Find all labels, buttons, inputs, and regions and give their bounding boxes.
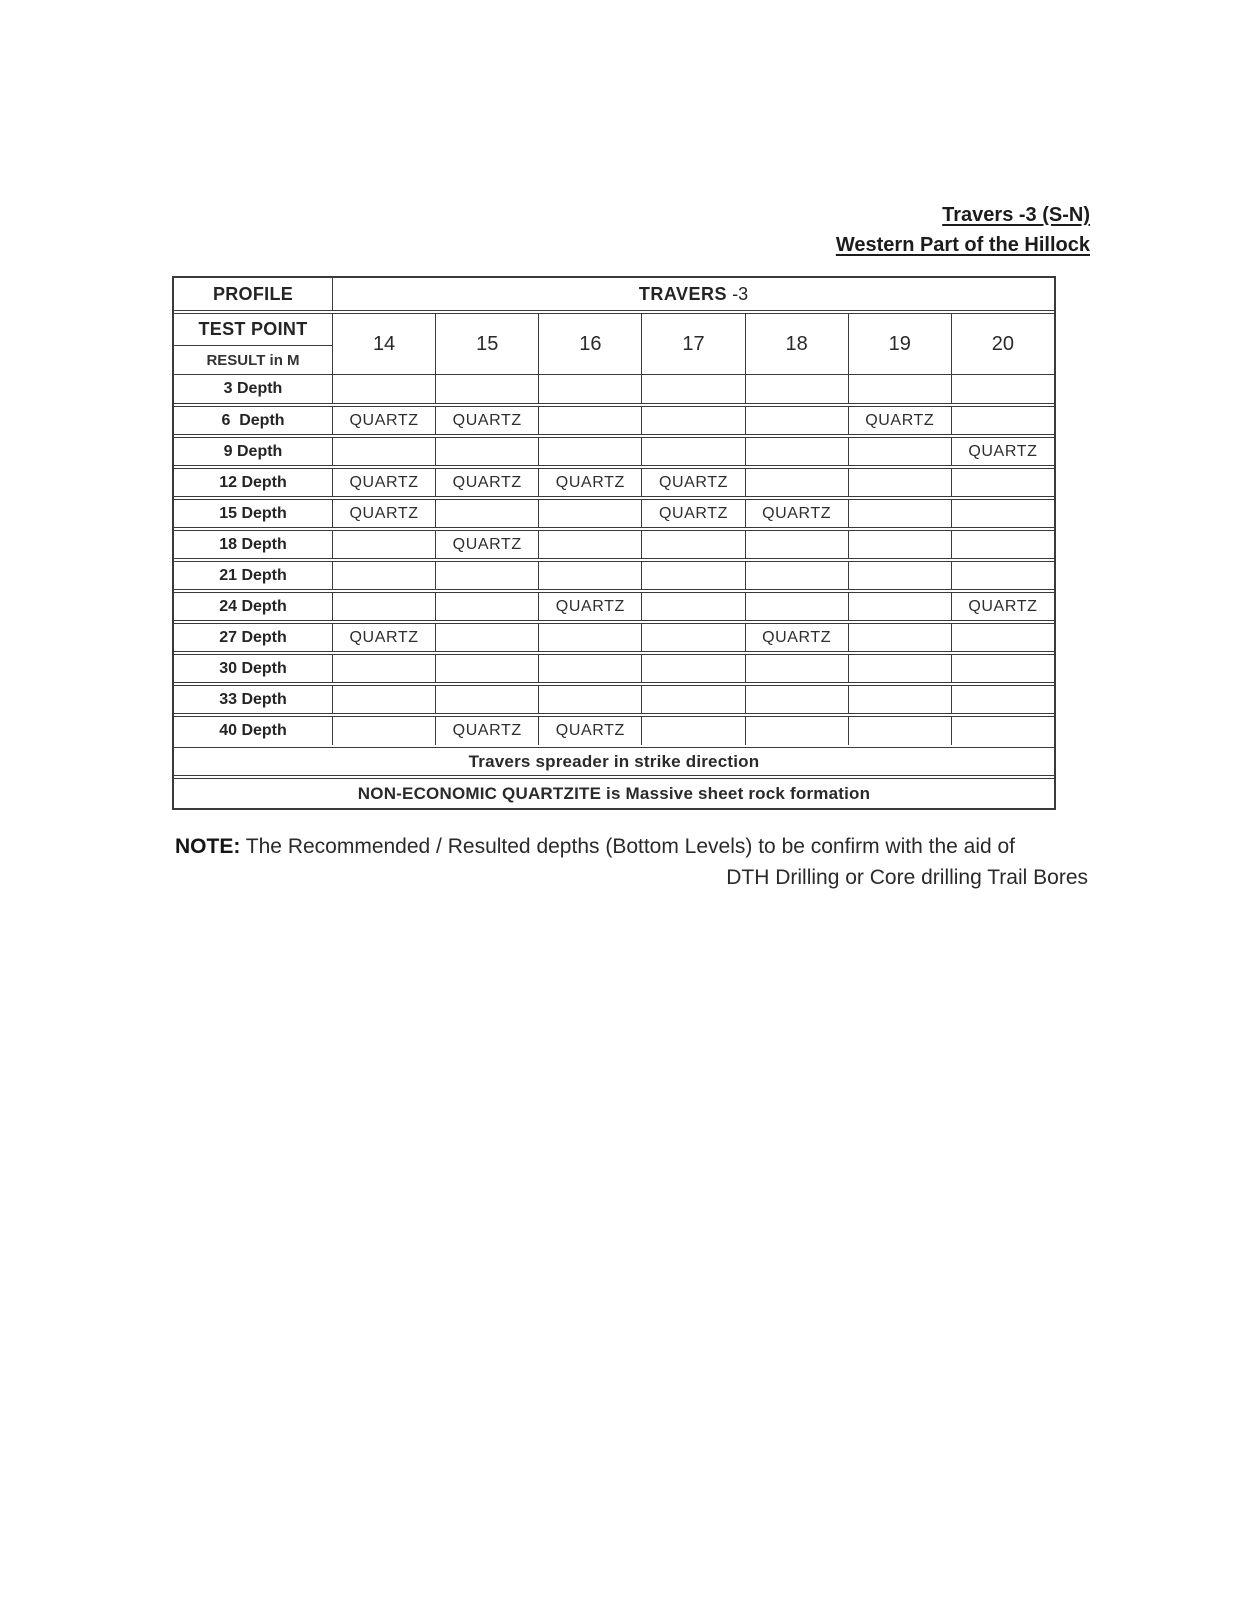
result-cell: [641, 655, 744, 682]
table-row: [174, 561, 1054, 590]
result-cell: [641, 562, 744, 589]
test-point-15: 15: [435, 314, 538, 374]
travers-header-cell: [332, 278, 1054, 310]
result-cell: [641, 407, 744, 434]
result-cell: [745, 469, 848, 496]
result-cell: [332, 717, 435, 745]
test-point-14: 14: [332, 314, 435, 374]
result-cell: [848, 624, 951, 651]
result-cell: [848, 562, 951, 589]
depth-label: 15 Depth: [219, 504, 287, 522]
table-row: [174, 406, 1054, 435]
result-cell: [745, 593, 848, 620]
test-point-18: 18: [745, 314, 848, 374]
result-cell: [848, 531, 951, 558]
result-cell: [332, 375, 435, 403]
result-cell: [745, 562, 848, 589]
result-cell: [332, 655, 435, 682]
result-cell: [848, 438, 951, 465]
result-cell: [641, 531, 744, 558]
table-row: [174, 499, 1054, 528]
result-cell: QUARTZ: [435, 407, 538, 434]
title-line-2: Western Part of the Hillock: [835, 234, 1090, 256]
result-cell: QUARTZ: [641, 500, 744, 527]
result-cell: [848, 375, 951, 403]
result-cell: [848, 717, 951, 745]
test-point-17: 17: [641, 314, 744, 374]
result-cell: [538, 624, 641, 651]
result-cell: [435, 438, 538, 465]
result-cell: [745, 686, 848, 713]
result-cell: [538, 531, 641, 558]
result-cell: [641, 686, 744, 713]
result-cell: [745, 438, 848, 465]
result-cell: QUARTZ: [538, 717, 641, 745]
table-row: [174, 623, 1054, 652]
result-cell: [848, 686, 951, 713]
table-row: [174, 685, 1054, 714]
result-cell: [951, 717, 1054, 745]
result-in-m-label: RESULT in M: [206, 351, 300, 369]
table-header-row-2: [174, 313, 1054, 375]
table-row: [174, 716, 1054, 745]
travers-number: -3: [732, 283, 749, 304]
result-cell: [745, 655, 848, 682]
depth-label: 30 Depth: [219, 659, 287, 677]
result-cell: QUARTZ: [332, 500, 435, 527]
result-cell: [332, 531, 435, 558]
depth-label: 6 Depth: [221, 411, 285, 429]
depth-label: 27 Depth: [219, 628, 287, 646]
travers-label: TRAVERS: [638, 283, 728, 304]
result-cell: [538, 438, 641, 465]
result-cell: [538, 562, 641, 589]
result-cell: [332, 686, 435, 713]
result-cell: [951, 686, 1054, 713]
depth-label: 12 Depth: [219, 473, 287, 491]
result-cell: QUARTZ: [435, 469, 538, 496]
result-cell: QUARTZ: [848, 407, 951, 434]
result-cell: [641, 593, 744, 620]
result-cell: [848, 655, 951, 682]
result-cell: [538, 500, 641, 527]
result-cell: QUARTZ: [538, 469, 641, 496]
result-cell: [435, 624, 538, 651]
result-cell: [745, 717, 848, 745]
result-cell: [745, 375, 848, 403]
result-cell: [951, 407, 1054, 434]
note-line-1-text: The Recommended / Resulted depths (Bottom Levels) to be confirm with the aid of: [245, 835, 1016, 858]
result-cell: [538, 375, 641, 403]
footer-row-1-text: Travers spreader in strike direction: [468, 751, 760, 771]
result-cell: [435, 500, 538, 527]
result-cell: [538, 655, 641, 682]
title-block: [836, 200, 1090, 260]
result-cell: [538, 686, 641, 713]
depth-label: 24 Depth: [219, 597, 287, 615]
result-cell: [641, 717, 744, 745]
table-row: [174, 654, 1054, 683]
result-cell: [745, 407, 848, 434]
results-table: [172, 276, 1056, 810]
depth-label: 40 Depth: [219, 722, 287, 739]
note-line-2: DTH Drilling or Core drilling Trail Bores: [726, 866, 1088, 889]
result-cell: [435, 686, 538, 713]
result-cell: [538, 407, 641, 434]
result-cell: QUARTZ: [951, 593, 1054, 620]
table-row: [174, 375, 1054, 404]
result-cell: QUARTZ: [641, 469, 744, 496]
test-point-20: 20: [951, 314, 1054, 374]
result-cell: QUARTZ: [332, 624, 435, 651]
result-cell: QUARTZ: [745, 624, 848, 651]
result-cell: QUARTZ: [745, 500, 848, 527]
result-cell: QUARTZ: [538, 593, 641, 620]
title-line-1: Travers -3 (S-N): [942, 204, 1090, 226]
note-block: [175, 831, 1088, 893]
result-cell: [848, 469, 951, 496]
result-cell: QUARTZ: [332, 407, 435, 434]
depth-label: 3 Depth: [223, 380, 283, 397]
result-cell: [435, 375, 538, 403]
note-line-1: [175, 831, 1088, 862]
result-cell: [951, 375, 1054, 403]
result-cell: [641, 438, 744, 465]
table-footer-row-1: [174, 747, 1054, 776]
footer-row-2-text: NON-ECONOMIC QUARTZITE is Massive sheet rock formation: [357, 783, 871, 803]
table-row: [174, 468, 1054, 497]
result-cell: [848, 500, 951, 527]
result-cell: [848, 593, 951, 620]
table-row: [174, 437, 1054, 466]
result-cell: [951, 624, 1054, 651]
test-point-16: 16: [538, 314, 641, 374]
result-cell: [951, 500, 1054, 527]
test-point-label: TEST POINT: [174, 314, 332, 346]
result-cell: [951, 469, 1054, 496]
table-row: [174, 530, 1054, 559]
result-cell: [951, 655, 1054, 682]
result-cell: [745, 531, 848, 558]
test-point-19: 19: [848, 314, 951, 374]
result-cell: QUARTZ: [435, 717, 538, 745]
result-cell: [435, 593, 538, 620]
result-cell: [951, 562, 1054, 589]
test-point-header-cell: [174, 314, 332, 374]
result-cell: [435, 562, 538, 589]
depth-label: 21 Depth: [219, 566, 287, 584]
table-row: [174, 592, 1054, 621]
result-cell: [332, 562, 435, 589]
profile-header-cell: PROFILE: [212, 283, 294, 304]
depth-label: 9 Depth: [223, 442, 283, 460]
result-cell: [641, 375, 744, 403]
depth-label: 18 Depth: [219, 535, 287, 553]
table-header-row-1: [174, 278, 1054, 311]
result-cell: [332, 593, 435, 620]
result-cell: QUARTZ: [332, 469, 435, 496]
result-cell: [951, 531, 1054, 558]
result-cell: [435, 655, 538, 682]
result-cell: [332, 438, 435, 465]
note-prefix: NOTE:: [175, 835, 241, 858]
table-footer-row-2: [174, 778, 1054, 808]
result-cell: [641, 624, 744, 651]
depth-label: 33 Depth: [219, 690, 287, 708]
result-cell: QUARTZ: [951, 438, 1054, 465]
result-cell: QUARTZ: [435, 531, 538, 558]
